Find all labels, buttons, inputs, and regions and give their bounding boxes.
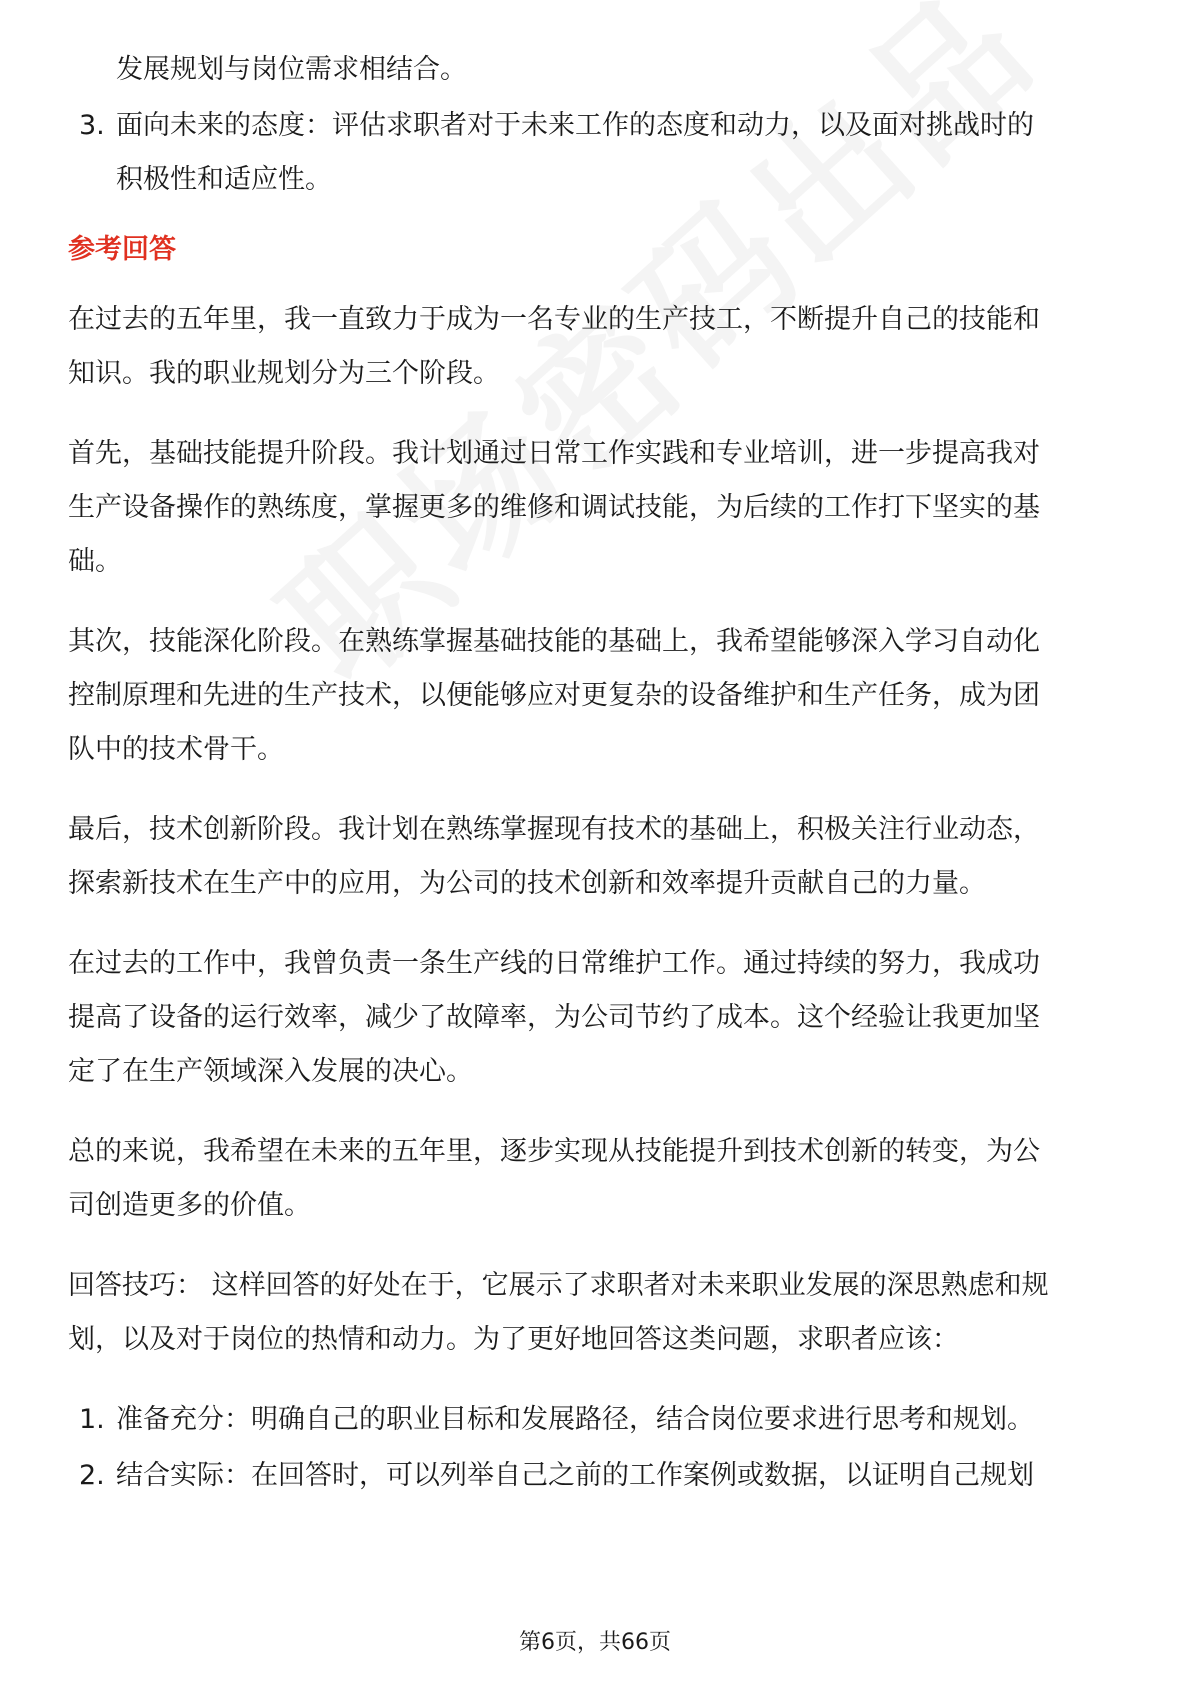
paragraph-line: 控制原理和先进的生产技术，以便能够应对更复杂的设备维护和生产任务，成为团 bbox=[68, 680, 1040, 711]
paragraph-line: 队中的技术骨干。 bbox=[68, 734, 284, 765]
paragraph-line: 总的来说，我希望在未来的五年里，逐步实现从技能提升到技术创新的转变，为公 bbox=[68, 1136, 1040, 1167]
paragraph-line: 在过去的工作中，我曾负责一条生产线的日常维护工作。通过持续的努力，我成功 bbox=[68, 948, 1040, 979]
paragraph-line: 定了在生产领域深入发展的决心。 bbox=[68, 1056, 473, 1087]
paragraph-line: 回答技巧： 这样回答的好处在于，它展示了求职者对未来职业发展的深思熟虑和规 bbox=[68, 1270, 1049, 1301]
paragraph-line: 知识。我的职业规划分为三个阶段。 bbox=[68, 358, 500, 389]
page-footer: 第6页，共66页 bbox=[519, 1630, 671, 1655]
paragraph-line: 首先，基础技能提升阶段。我计划通过日常工作实践和专业培训，进一步提高我对 bbox=[68, 438, 1040, 469]
list-item-continuation: 发展规划与岗位需求相结合。 bbox=[116, 54, 467, 85]
list-item-number: 2. bbox=[79, 1460, 105, 1491]
list-item-number: 1. bbox=[79, 1404, 105, 1435]
paragraph-line: 最后，技术创新阶段。我计划在熟练掌握现有技术的基础上，积极关注行业动态， bbox=[68, 814, 1040, 845]
list-item-number: 3. bbox=[79, 110, 105, 141]
paragraph-line: 生产设备操作的熟练度，掌握更多的维修和调试技能，为后续的工作打下坚实的基 bbox=[68, 492, 1040, 523]
paragraph-line: 司创造更多的价值。 bbox=[68, 1190, 311, 1221]
paragraph-line: 划，以及对于岗位的热情和动力。为了更好地回答这类问题，求职者应该： bbox=[68, 1324, 959, 1355]
paragraph-line: 提高了设备的运行效率，减少了故障率，为公司节约了成本。这个经验让我更加坚 bbox=[68, 1002, 1040, 1033]
paragraph-line: 在过去的五年里，我一直致力于成为一名专业的生产技工，不断提升自己的技能和 bbox=[68, 304, 1040, 335]
paragraph-line: 础。 bbox=[68, 546, 122, 577]
list-item-line: 积极性和适应性。 bbox=[116, 164, 332, 195]
list-item-line: 面向未来的态度：评估求职者对于未来工作的态度和动力，以及面对挑战时的 bbox=[116, 110, 1034, 141]
paragraph-line: 其次，技能深化阶段。在熟练掌握基础技能的基础上，我希望能够深入学习自动化 bbox=[68, 626, 1040, 657]
section-heading: 参考回答 bbox=[68, 234, 176, 265]
list-item-line: 准备充分：明确自己的职业目标和发展路径，结合岗位要求进行思考和规划。 bbox=[116, 1404, 1034, 1435]
paragraph-line: 探索新技术在生产中的应用，为公司的技术创新和效率提升贡献自己的力量。 bbox=[68, 868, 986, 899]
list-item-line: 结合实际：在回答时，可以列举自己之前的工作案例或数据，以证明自己规划 bbox=[116, 1460, 1034, 1491]
